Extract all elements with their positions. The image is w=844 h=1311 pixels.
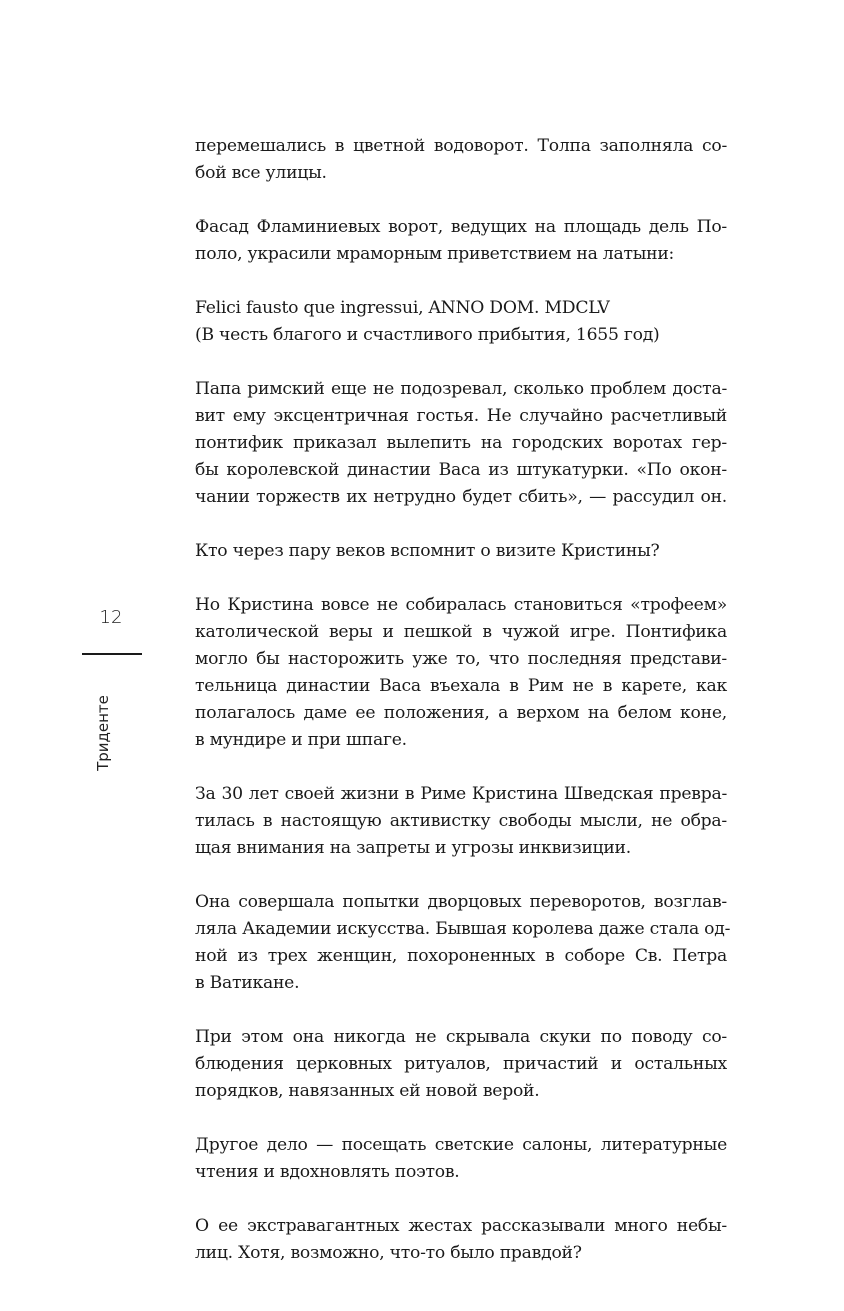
page-number: 12 xyxy=(99,607,123,628)
paragraph xyxy=(195,1213,727,1267)
paragraph xyxy=(195,592,727,754)
text-line: ляла Академии искусства. Бывшая королева даже стала од- xyxy=(195,919,731,939)
paragraph xyxy=(195,781,727,862)
text-line: порядков, навязанных ей новой верой. xyxy=(195,1081,540,1101)
text-line: могло бы насторожить уже то, что последняя представи- xyxy=(195,649,727,669)
text-line: понтифик приказал вылепить на городских воротах гер- xyxy=(195,433,727,453)
text-line: При этом она никогда не скрывала скуки по поводу со- xyxy=(195,1027,727,1047)
text-line: перемешались в цветной водоворот. Толпа заполняла со- xyxy=(195,136,727,156)
text-line: бы королевской династии Васа из штукатурки. «По окон- xyxy=(195,460,727,480)
text-line: Другое дело — посещать светские салоны, литературные xyxy=(195,1135,727,1155)
text-line: (В честь благого и счастливого прибытия, 1655 год) xyxy=(195,325,660,345)
text-line: в мундире и при шпаге. xyxy=(195,730,407,750)
paragraph xyxy=(195,538,727,565)
paragraph xyxy=(195,889,731,997)
text-line: вит ему эксцентричная гостья. Не случайно расчетливый xyxy=(195,406,727,426)
latin-inscription xyxy=(195,295,727,349)
text-line: Но Кристина вовсе не собиралась становиться «трофеем» xyxy=(195,595,727,615)
text-line: тилась в настоящую активистку свободы мысли, не обра- xyxy=(195,811,727,831)
paragraph xyxy=(195,133,727,187)
text-line: ной из трех женщин, похороненных в соборе Св. Петра xyxy=(195,946,727,966)
page-number-divider xyxy=(82,653,142,655)
text-line: Кто через пару веков вспомнит о визите Кристины? xyxy=(195,541,660,561)
text-line: полагалось даме ее положения, а верхом на белом коне, xyxy=(195,703,727,723)
text-line: чтения и вдохновлять поэтов. xyxy=(195,1162,460,1182)
text-line: католической веры и пешкой в чужой игре. Понтифика xyxy=(195,622,727,642)
text-line: Фасад Фламиниевых ворот, ведущих на площадь дель По- xyxy=(195,217,727,237)
text-line: За 30 лет своей жизни в Риме Кристина Шведская превра- xyxy=(195,784,727,804)
text-line: тельница династии Васа въехала в Рим не в карете, как xyxy=(195,676,727,696)
text-line: лиц. Хотя, возможно, что-то было правдой? xyxy=(195,1243,582,1263)
text-line: поло, украсили мраморным приветствием на латыни: xyxy=(195,244,675,264)
text-line: бой все улицы. xyxy=(195,163,327,183)
text-line: О ее экстравагантных жестах рассказывали много небы- xyxy=(195,1216,727,1236)
body-text xyxy=(195,133,731,1294)
running-head: Триденте xyxy=(94,695,112,771)
paragraph xyxy=(195,214,727,268)
paragraph xyxy=(195,376,727,511)
text-line: блюдения церковных ритуалов, причастий и остальных xyxy=(195,1054,727,1074)
text-line: Она совершала попытки дворцовых переворотов, возглав- xyxy=(195,892,727,912)
text-line: в Ватикане. xyxy=(195,973,300,993)
text-line: Папа римский еще не подозревал, сколько проблем доста- xyxy=(195,379,727,399)
paragraph xyxy=(195,1132,727,1186)
paragraph xyxy=(195,1024,727,1105)
text-line: щая внимания на запреты и угрозы инквизиции. xyxy=(195,838,631,858)
text-line: чании торжеств их нетрудно будет сбить», — рассудил он. xyxy=(195,487,727,507)
text-line: Felici fausto que ingressui, ANNO DOM. MDCLV xyxy=(195,298,610,318)
